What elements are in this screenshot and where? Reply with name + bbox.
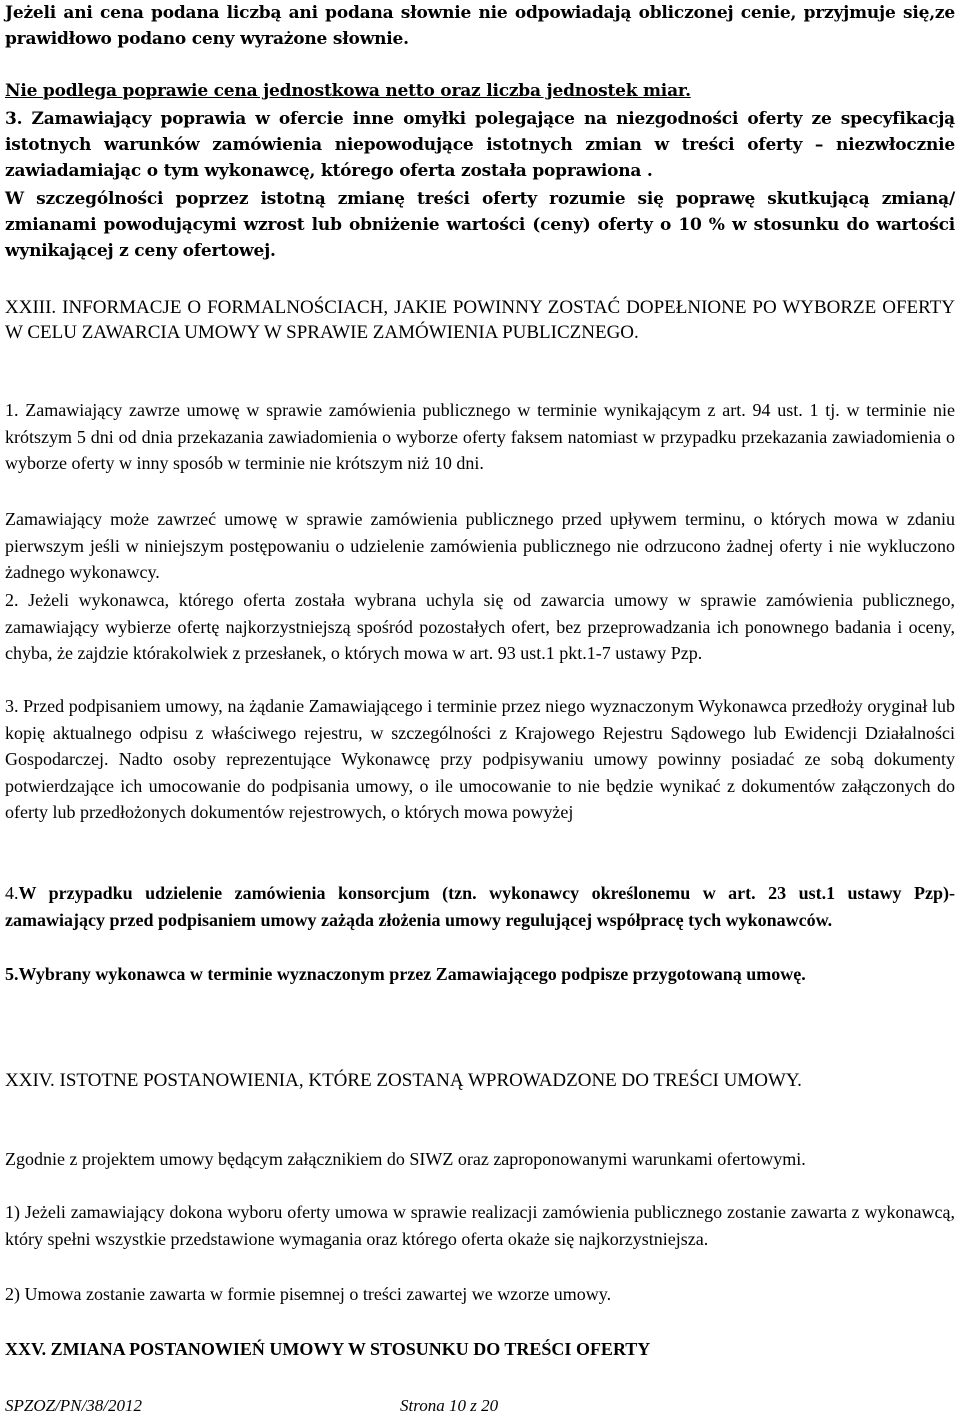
paragraph: 5.Wybrany wykonawca w terminie wyznaczonym przez Zamawiającego podpisze przygotowaną umowę. xyxy=(5,964,806,984)
point-5-contractor xyxy=(5,961,955,988)
contract-draft-note xyxy=(5,1146,955,1173)
paragraph: Jeżeli ani cena podana liczbą ani podana słownie nie odpowiadają obliczonej cenie, przyjmuje się,ze prawidłowo podano ceny wyrażone słownie. xyxy=(5,3,955,49)
paragraph: 2) Umowa zostanie zawarta w formie pisemnej o treści zawartej we wzorze umowy. xyxy=(5,1284,612,1304)
page-number: Strona 10 z 20 xyxy=(400,1396,499,1415)
point-3-documents xyxy=(5,693,955,826)
unit-price-note xyxy=(5,78,955,104)
paragraph: W szczególności poprzez istotną zmianę treści oferty rozumie się poprawę skutkującą zmianą/ zmianami powodującymi wzrost lub obniżenie wartości (ceny) oferty o 10 % w stosunku do wartości wynikającej z ceny ofertowej. xyxy=(5,189,955,261)
paragraph: 1. Zamawiający zawrze umowę w sprawie zamówienia publicznego w terminie wynikającym z art. 94 ust. 1 tj. w terminie nie krótszym 5 dni od dnia przekazania zawiadomienia o wyborze oferty faksem natomiast w przypadku przekazania zawiadomienia o wyborze oferty w inny sposób w terminie nie krótszym niż 10 dni. xyxy=(5,400,955,473)
point-2-next-offer xyxy=(5,587,955,667)
significant-change-definition xyxy=(5,186,955,264)
section-xxiv-heading xyxy=(5,1068,955,1093)
price-correction-rule xyxy=(5,0,955,52)
section-heading: XXIV. ISTOTNE POSTANOWIENIA, KTÓRE ZOSTANĄ WPROWADZONE DO TREŚCI UMOWY. xyxy=(5,1070,802,1091)
paragraph: Zgodnie z projektem umowy będącym załącznikiem do SIWZ oraz zaproponowanymi warunkami ofertowymi. xyxy=(5,1149,806,1169)
section-heading: XXV. ZMIANA POSTANOWIEŃ UMOWY W STOSUNKU DO TREŚCI OFERTY xyxy=(5,1339,651,1359)
paragraph: 3. Zamawiający poprawia w ofercie inne omyłki polegające na niezgodności oferty ze specyfikacją istotnych warunków zamówienia niepowodujące istotnych zmian w treści oferty – niezwłocznie zawiadamiając o tym wykonawcę, którego oferta została poprawiona . xyxy=(5,109,955,181)
point-1-contract-term xyxy=(5,397,955,477)
paragraph: W przypadku udzielenie zamówienia konsorcjum (tzn. wykonawcy określonemu w art. 23 ust.1 ustawy Pzp)- zamawiający przed podpisaniem umowy zażąda złożenia umowy regulującej współpracę tych wykonawców. xyxy=(5,883,955,930)
paragraph: 2. Jeżeli wykonawca, którego oferta została wybrana uchyla się od zawarcia umowy w sprawie zamówienia publicznego, zamawiający wybierze ofertę najkorzystniejszą spośród pozostałych ofert, bez przeprowadzania ich ponownego badania i oceny, chyba, że zajdzie którakolwiek z przesłanek, o których mowa w art. 93 ust.1 pkt.1-7 ustawy Pzp. xyxy=(5,590,955,663)
paragraph: Nie podlega poprawie cena jednostkowa netto oraz liczba jednostek miar. xyxy=(5,81,691,101)
section-heading: XXIII. INFORMACJE O FORMALNOŚCIACH, JAKIE POWINNY ZOSTAĆ DOPEŁNIONE PO WYBORZE OFERTY W CELU ZAWARCIA UMOWY W SPRAWIE ZAMÓWIENIA PUBLICZNEGO. xyxy=(5,297,955,343)
item-1-contract xyxy=(5,1199,955,1252)
paragraph: 1) Jeżeli zamawiający dokona wyboru oferty umowa w sprawie realizacji zamówienia publicznego zostanie zawarta z wykonawcą, który spełni wszystkie przedstawione wymagania oraz którego oferta okaże się najkorzystniejsza. xyxy=(5,1202,955,1249)
point-3-corrections xyxy=(5,106,955,184)
page-footer xyxy=(5,1396,955,1416)
paragraph: Zamawiający może zawrzeć umowę w sprawie zamówienia publicznego przed upływem terminu, o których mowa w zdaniu pierwszym jeśli w niniejszym postępowaniu o udzielenie zamówienia publicznego nie odrzucono żadnej oferty i nie wykluczono żadnego wykonawcy. xyxy=(5,509,955,582)
section-xxiii-heading xyxy=(5,295,955,345)
early-contract-note xyxy=(5,506,955,586)
point-4-consortium xyxy=(5,880,955,933)
section-xxv-heading xyxy=(5,1336,955,1363)
document-reference: SPZOZ/PN/38/2012 xyxy=(5,1396,142,1415)
paragraph: 3. Przed podpisaniem umowy, na żądanie Zamawiającego i terminie przez niego wyznaczonym Wykonawca przedłoży oryginał lub kopię aktualnego odpisu z właściwego rejestru, w szczególności z Krajowego Rejestru Sądowego lub Ewidencji Działalności Gospodarczej. Nadto osoby reprezentujące Wykonawcę przy podpisywaniu umowy powinny posiadać ze sobą dokumenty potwierdzające ich umocowanie do podpisania umowy, o ile umocowanie to nie będzie wynikać z dokumentów załączonych do oferty lub przedłożonych dokumentów rejestrowych, o których mowa powyżej xyxy=(5,696,955,822)
item-2-written-form xyxy=(5,1281,955,1308)
list-number: 4. xyxy=(5,883,19,903)
